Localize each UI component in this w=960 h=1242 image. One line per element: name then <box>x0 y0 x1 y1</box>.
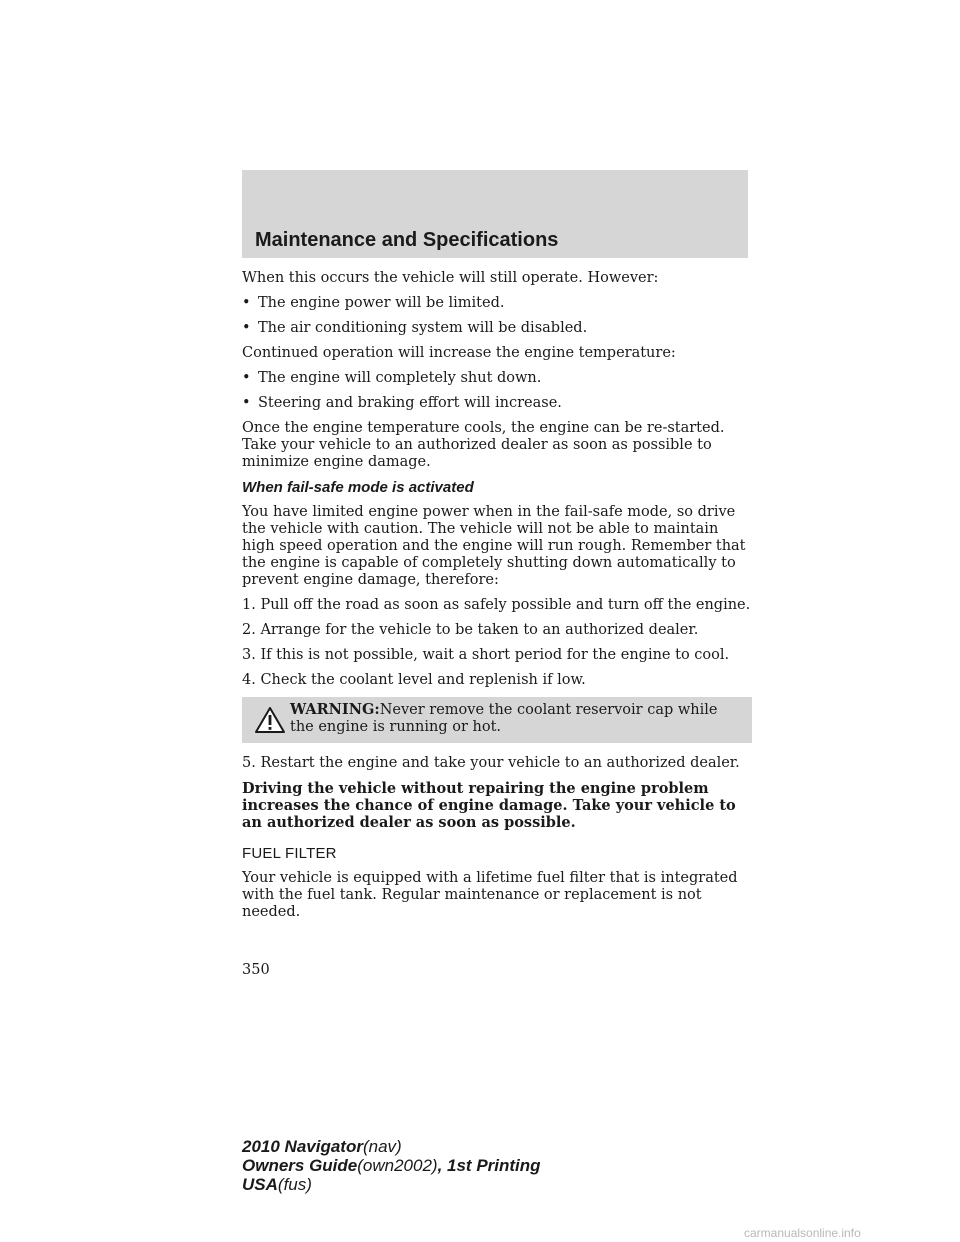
list-item-text: The engine power will be limited. <box>258 295 505 311</box>
list-item-text: The air conditioning system will be disabled. <box>258 320 588 336</box>
list-item-text: The engine will completely shut down. <box>258 370 542 386</box>
list-item <box>242 395 752 412</box>
page-number: 350 <box>242 962 270 978</box>
warning-label: WARNING: <box>290 701 380 718</box>
list-item-text: Steering and braking effort will increase. <box>258 395 562 411</box>
footer-market: USA <box>242 1175 278 1194</box>
bullet-icon: • <box>242 395 251 411</box>
footer-guide: Owners Guide <box>242 1156 358 1175</box>
step-item: 5. Restart the engine and take your vehicle to an authorized dealer. <box>242 755 740 771</box>
continued-paragraph: Continued operation will increase the engine temperature: <box>242 345 676 361</box>
footer-model-code: (nav) <box>362 1137 402 1156</box>
watermark-link[interactable]: carmanualsonline.info <box>744 1226 861 1240</box>
step-item: 4. Check the coolant level and replenish if low. <box>242 672 586 688</box>
footer-model: 2010 Navigator <box>242 1137 363 1156</box>
failsafe-paragraph: You have limited engine power when in the fail-safe mode, so drive the vehicle with caution. The vehicle will not be able to maintain high speed operation and the engine will run rough. Remember that the engine is capable of completely shutting down automatically to prevent engine damage, therefore: <box>242 504 746 588</box>
section-title: Maintenance and Specifications <box>255 229 559 251</box>
warning-message: Never remove the coolant reservoir cap while the engine is running or hot. <box>290 702 718 735</box>
list-item <box>242 370 752 387</box>
footer-guide-code: (own2002) <box>357 1156 438 1175</box>
footer-printing: , 1st Printing <box>437 1156 541 1175</box>
page-content <box>242 270 752 929</box>
step-item: 2. Arrange for the vehicle to be taken to an authorized dealer. <box>242 622 699 638</box>
bullet-icon: • <box>242 320 251 336</box>
step-item: 1. Pull off the road as soon as safely possible and turn off the engine. <box>242 597 751 613</box>
warning-box <box>242 697 752 743</box>
warning-triangle-icon <box>254 706 286 734</box>
list-item <box>242 320 752 337</box>
restart-paragraph: Once the engine temperature cools, the engine can be re-started. Take your vehicle to an authorized dealer as soon as possible to minimize engine damage. <box>242 420 725 470</box>
footer-imprint <box>242 1137 541 1194</box>
subheading: When fail-safe mode is activated <box>242 479 474 496</box>
bullet-icon: • <box>242 370 251 386</box>
list-item <box>242 295 752 312</box>
fuel-filter-paragraph: Your vehicle is equipped with a lifetime fuel filter that is integrated with the fuel tank. Regular maintenance or replacement is not needed. <box>242 870 738 920</box>
bullet-icon: • <box>242 295 251 311</box>
bold-note: Driving the vehicle without repairing the engine problem increases the chance of engine damage. Take your vehicle to an authorized dealer as soon as possible. <box>242 780 736 831</box>
step-item: 3. If this is not possible, wait a short period for the engine to cool. <box>242 647 730 663</box>
section-heading: FUEL FILTER <box>242 845 337 862</box>
intro-paragraph: When this occurs the vehicle will still operate. However: <box>242 270 659 286</box>
footer-market-code: (fus) <box>277 1175 312 1194</box>
warning-text <box>290 701 744 736</box>
